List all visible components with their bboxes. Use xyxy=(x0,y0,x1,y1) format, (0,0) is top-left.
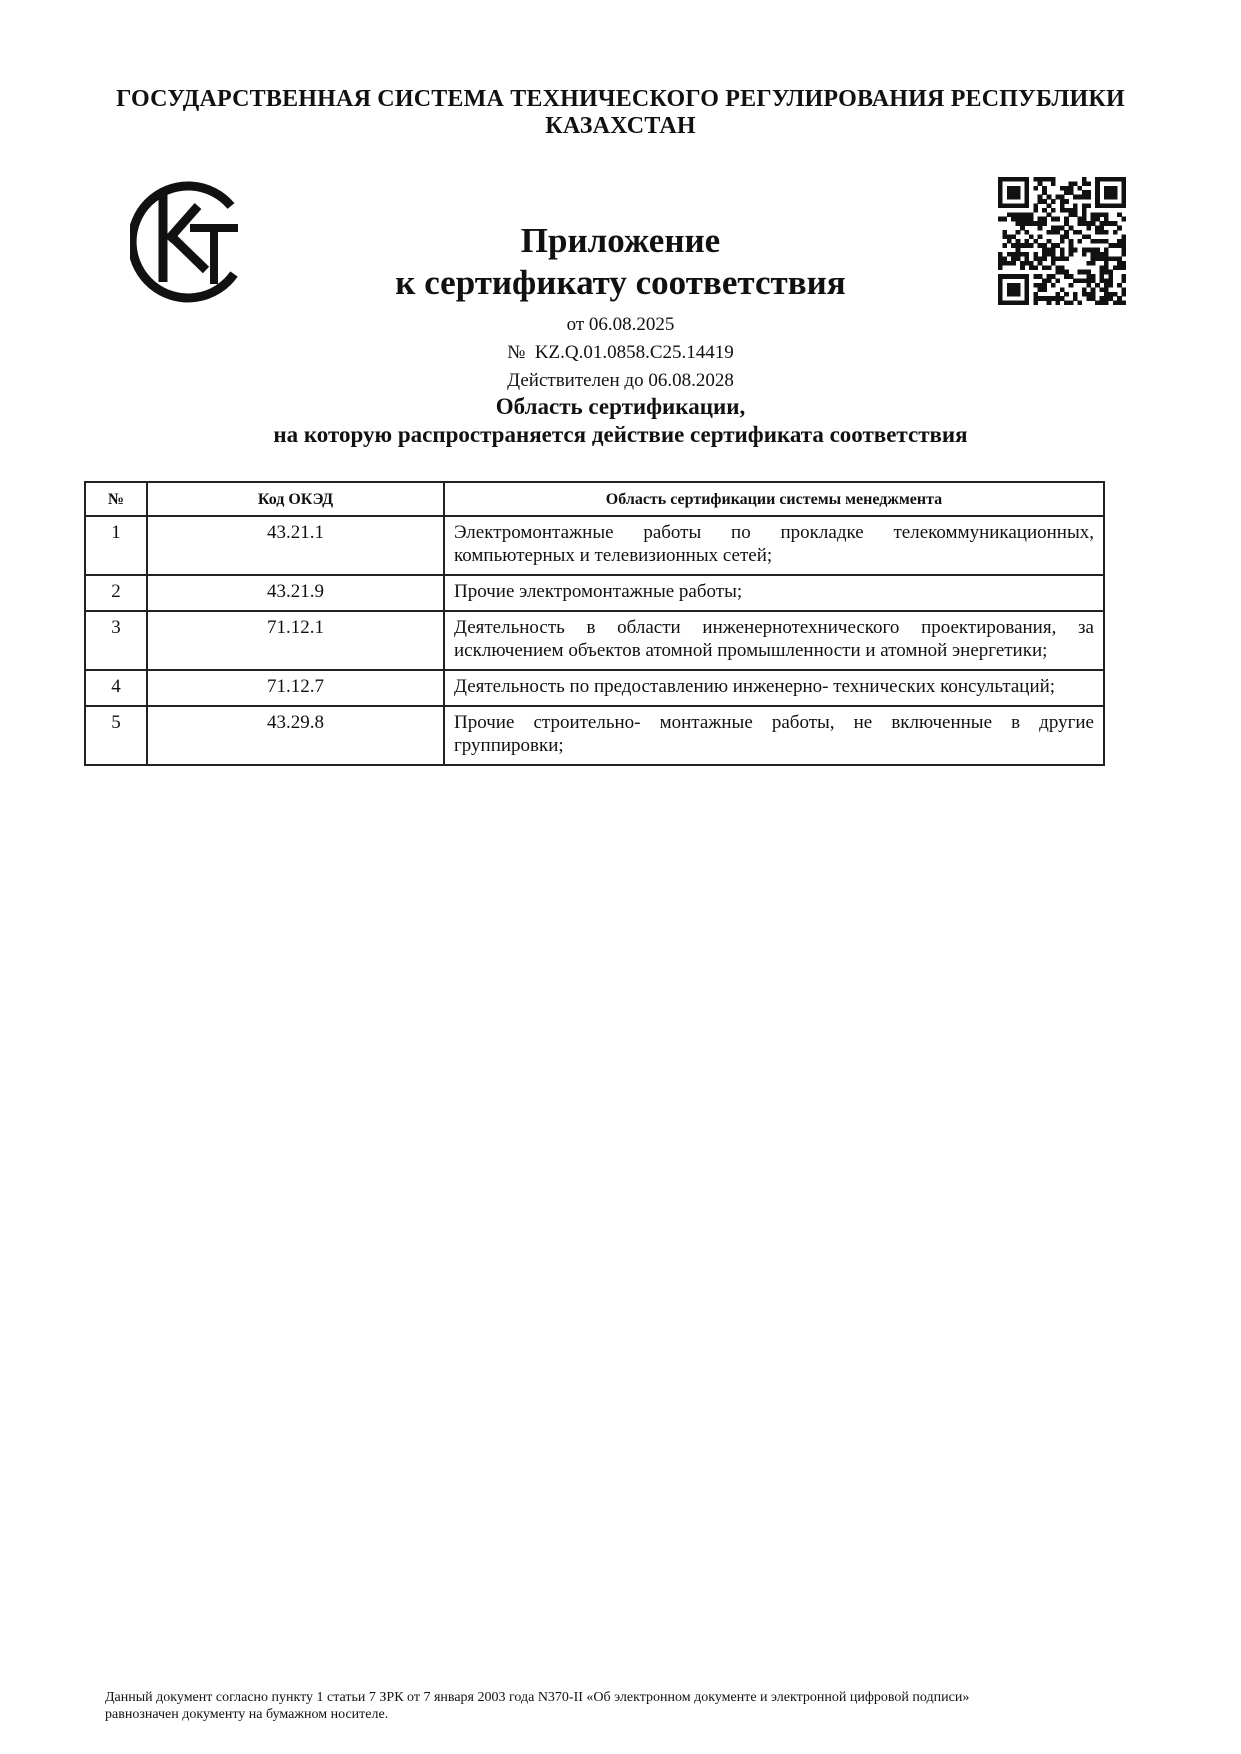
footnote-line-2: равнозначен документу на бумажном носителе. xyxy=(105,1707,389,1722)
header-number: № xyxy=(85,482,147,516)
header-scope-area: Область сертификации системы менеджмента xyxy=(444,482,1104,516)
qr-code-icon xyxy=(998,177,1126,305)
document-title xyxy=(300,220,941,304)
scope-table xyxy=(84,481,1105,766)
table-header-row xyxy=(85,482,1104,516)
row-code: 71.12.1 xyxy=(147,611,444,670)
table-row xyxy=(85,670,1104,706)
row-code: 43.21.9 xyxy=(147,575,444,611)
issue-date: от 06.08.2025 xyxy=(566,314,675,335)
footnote-line-1: Данный документ согласно пункту 1 статьи 7 ЗРК от 7 января 2003 года N370-II «Об электронном документе и электронной цифровой подписи» xyxy=(105,1690,970,1705)
row-number: 2 xyxy=(85,575,147,611)
row-area: Деятельность в области инженернотехнического проектирования, за исключением объектов атомной промышленности и атомной энергетики; xyxy=(444,611,1104,670)
scope-line-1: Область сертификации, xyxy=(495,394,746,419)
row-area: Прочие строительно- монтажные работы, не включенные в другие группировки; xyxy=(444,706,1104,765)
row-number: 3 xyxy=(85,611,147,670)
table-row xyxy=(85,575,1104,611)
row-area: Электромонтажные работы по прокладке телекоммуникационных, компьютерных и телевизионных сетей; xyxy=(444,516,1104,575)
scope-line-2: на которую распространяется действие сертификата соответствия xyxy=(273,422,968,447)
row-code: 43.29.8 xyxy=(147,706,444,765)
row-code: 71.12.7 xyxy=(147,670,444,706)
table-row xyxy=(85,706,1104,765)
kz-certification-mark-icon xyxy=(130,178,250,304)
row-area: Прочие электромонтажные работы; xyxy=(444,575,1104,611)
title-line-2: к сертификату соответствия xyxy=(395,263,846,302)
certificate-meta xyxy=(300,311,941,395)
authority-line-2: КАЗАХСТАН xyxy=(545,113,696,139)
row-number: 5 xyxy=(85,706,147,765)
row-number: 1 xyxy=(85,516,147,575)
row-area: Деятельность по предоставлению инженерно- технических консультаций; xyxy=(444,670,1104,706)
authority-line-1: ГОСУДАРСТВЕННАЯ СИСТЕМА ТЕХНИЧЕСКОГО РЕГУЛИРОВАНИЯ РЕСПУБЛИКИ xyxy=(116,86,1125,112)
title-line-1: Приложение xyxy=(520,221,721,260)
scope-heading xyxy=(120,393,1121,449)
valid-until: Действителен до 06.08.2028 xyxy=(507,370,734,391)
header-okved-code: Код ОКЭД xyxy=(147,482,444,516)
legal-footnote xyxy=(105,1689,1165,1723)
table-row xyxy=(85,516,1104,575)
row-number: 4 xyxy=(85,670,147,706)
issuing-authority xyxy=(80,86,1161,140)
table-row xyxy=(85,611,1104,670)
certificate-number: № KZ.Q.01.0858.C25.14419 xyxy=(507,342,734,363)
row-code: 43.21.1 xyxy=(147,516,444,575)
